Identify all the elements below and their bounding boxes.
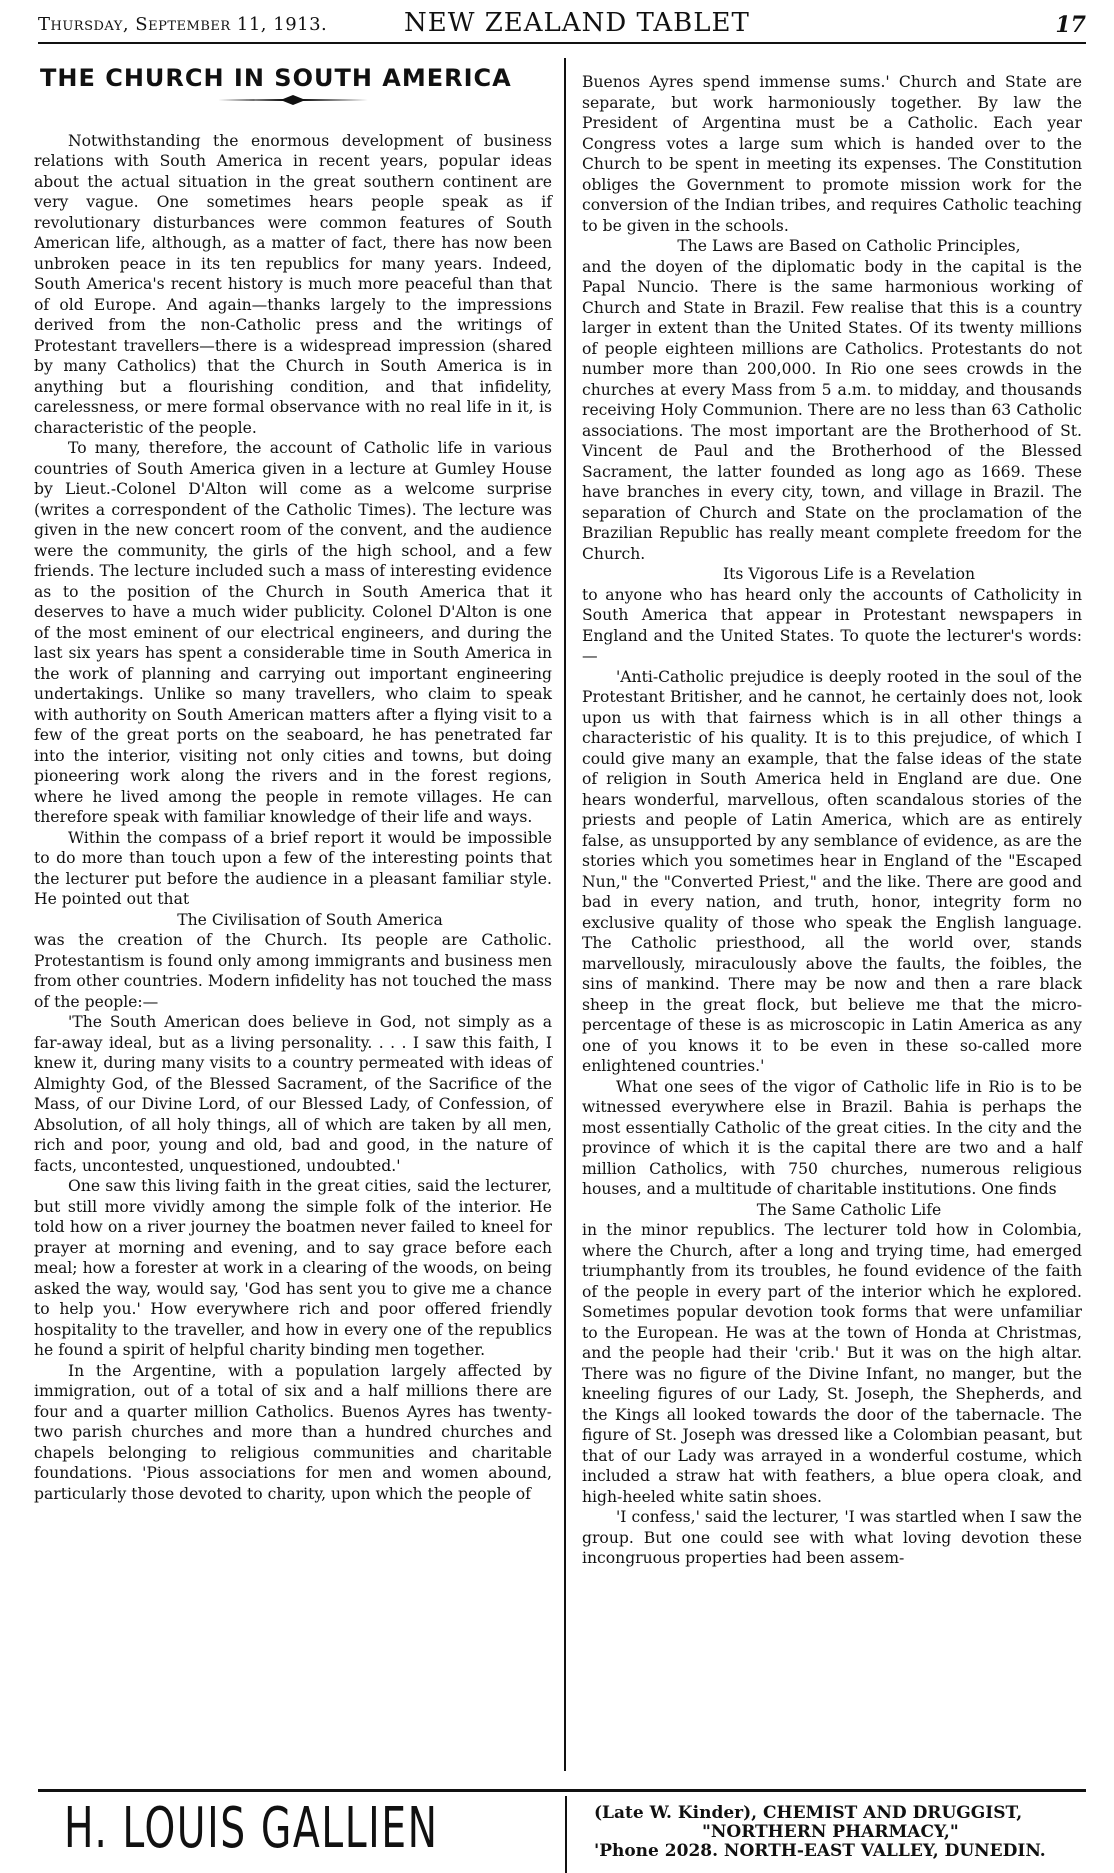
paragraph: 'Anti-Catholic prejudice is deeply rooted in the soul of the Protestant Britisher, and he cannot, he certainly does not, look upon us with that fairness which is in all other things a characteristic of his quality. It is to this prejudice, of which I could give many an example, that the false ideas of the state of religion in South America held in England are due. One hears wonderful, marvellous, often scandalous stories of the priests and people of Latin America, which are as entirely false, as unsupported by any semblance of evidence, as are the stories which you sometimes hear in England of the "Escaped Nun," the "Converted Priest," and the like. There are good and bad in every nation, and truth, honor, integrity form no exclusive quality of those who speak the English language. The Catholic priesthood, all the world over, stands marvellously, miraculously above the faults, the foibles, the sins of mankind. There may be now and then a rare black sheep in the great flock, but believe me that the micro-percentage of these is as microscopic in Latin America as any one of you knows it to be even in these so-called more enlightened countries.': [582, 667, 1082, 1075]
paragraph: 'The South American does believe in God, not simply as a far-away ideal, but as a living personality. . . . I saw this faith, I knew it, during many visits to a country permeated with ideas of Almighty God, of the Blessed Sacrament, of the Sacrifice of the Mass, of our Divine Lord, of our Blessed Lady, of Confession, of Absolution, of all holy things, all of which are taken by all men, rich and poor, young and old, bad and good, in the nature of facts, uncontested, unquestioned, undoubted.': [34, 1013, 552, 1175]
paragraph: To many, therefore, the account of Catholic life in various countries of South America given in a lecture at Gumley House by Lieut.-Colonel D'Alton will come as a welcome surprise (writes a correspondent of the Catholic Times). The lecture was given in the new concert room of the convent, and the audience were the community, the girls of the high school, and a few friends. The lecture included such a mass of interesting evidence as to the position of the Church in South America that it deserves to have a much wider publicity. Colonel D'Alton is one of the most eminent of our electrical engineers, and during the last six years has spent a considerable time in South America in the work of planning and carrying out important engineering undertakings. Unlike so many travellers, who claim to speak with authority on South American matters after a flying visit to a few of the great ports on the seaboard, he has penetrated far into the interior, visiting not only cities and towns, but doing pioneering work along the rivers and in the forest regions, where he lived among the people in remote villages. He can therefore speak with familiar knowledge of their life and ways.: [34, 439, 552, 826]
advert-line: (Late W. Kinder), CHEMIST AND DRUGGIST,: [594, 1803, 1023, 1823]
paragraph: 'I confess,' said the lecturer, 'I was startled when I saw the group. But one could see with what loving devotion these incongruous properties had been assem-: [582, 1508, 1082, 1567]
advert-line: "NORTHERN PHARMACY,": [702, 1822, 959, 1842]
paragraph: was the creation of the Church. Its people are Catholic. Protestantism is found only among immigrants and business men from other countries. Modern infidelity has not touched the mass of the people:—: [34, 931, 552, 1011]
ornament-divider-icon: [218, 93, 368, 107]
right-column: [582, 72, 1082, 1569]
publication-title: NEW ZEALAND TABLET: [404, 8, 750, 38]
article-title: THE CHURCH IN SOUTH AMERICA: [40, 64, 512, 92]
subheading: The Laws are Based on Catholic Principles,: [677, 237, 1021, 255]
page-header: [38, 6, 1086, 44]
page-number: 17: [1055, 12, 1086, 38]
paragraph: to anyone who has heard only the accounts of Catholicity in South America that appear in Protestant newspapers in England and the United States. To quote the lecturer's words:—: [582, 585, 1082, 665]
paragraph: in the minor republics. The lecturer told how in Colombia, where the Church, after a long and trying time, had emerged triumphantly from its troubles, he found evidence of the faith of the people in every part of the interior which he explored. Sometimes popular devotion took forms that were unfamiliar to the European. He was at the town of Honda at Christmas, and the people had their 'crib.' But it was on the high altar. There was no figure of the Divine Infant, no manger, but the kneeling figures of our Lady, St. Joseph, the Shepherds, and the Kings all looked towards the door of the tabernacle. The figure of St. Joseph was dressed like a Colombian peasant, but that of our Lady was arrayed in a wonderful costume, which included a straw hat with feathers, a blue opera cloak, and high-heeled white satin shoes.: [582, 1221, 1082, 1506]
subheading: The Civilisation of South America: [177, 910, 443, 929]
paragraph: Within the compass of a brief report it would be impossible to do more than touch upon a few of the interesting points that the lecturer put before the audience in a pleasant familiar style. He pointed out that: [34, 828, 552, 908]
paragraph: and the doyen of the diplomatic body in the capital is the Papal Nuncio. There is the same harmonious working of Church and State in Brazil. Few realise that this is a country larger in extent than the United States. Of its twenty millions of people eighteen millions are Catholics. Protestants do not number more than 200,000. In Rio one sees crowds in the churches at every Mass from 5 a.m. to midday, and thousands receiving Holy Communion. There are no less than 63 Catholic associations. The most important are the Brotherhood of St. Vincent de Paul and the Brotherhood of the Blessed Sacrament, the latter founded as long ago as 1669. These have branches in every city, town, and village in Brazil. The separation of Church and State on the proclamation of the Brazilian Republic has really meant complete freedom for the Church.: [582, 257, 1082, 563]
advert-separator: [38, 1789, 1086, 1792]
advert-name: H. LOUIS GALLIEN: [64, 1796, 439, 1861]
left-column: [34, 60, 552, 1504]
advert-details: [594, 1804, 1094, 1861]
advert-line: 'Phone 2028. NORTH-EAST VALLEY, DUNEDIN.: [594, 1841, 1046, 1861]
paragraph: Notwithstanding the enormous development of business relations with South America in recent years, popular ideas about the actual situation in the great southern continent are very vague. One sometimes hears people speak as if revolutionary disturbances were common features of South American life, although, as a matter of fact, there has now been unbroken peace in its ten republics for many years. Indeed, South America's recent history is much more peaceful than that of old Europe. And again—thanks largely to the impressions derived from the non-Catholic press and the writings of Protestant travellers—there is a widespread impression (shared by many Catholics) that the Church in South America is in anything but a flourishing condition, and that infidelity, carelessness, or mere formal observance with no real life in it, is characteristic of the people.: [34, 131, 552, 437]
paragraph: Buenos Ayres spend immense sums.' Church and State are separate, but work harmoniously together. By law the President of Argentina must be a Catholic. Each year Congress votes a large sum which is handed over to the Church to be spent in meeting its expenses. The Constitution obliges the Government to promote mission work for the conversion of the Indian tribes, and requires Catholic teaching to be given in the schools.: [582, 73, 1082, 235]
paragraph: In the Argentine, with a population largely affected by immigration, out of a total of six and a half millions there are four and a quarter million Catholics. Buenos Ayres has twenty-two parish churches and more than a hundred churches and chapels belonging to religious communities and charitable foundations. 'Pious associations for men and women abound, particularly those devoted to charity, upon which the people of: [34, 1361, 552, 1503]
column-divider: [564, 58, 566, 1771]
subheading: The Same Catholic Life: [756, 1200, 942, 1219]
paragraph: What one sees of the vigor of Catholic life in Rio is to be witnessed everywhere else in Brazil. Bahia is perhaps the most essentially Catholic of the great cities. In the city and the province of which it is the capital there are two and a half million Catholics, with 750 churches, numerous religious houses, and a multitude of charitable institutions. One finds: [582, 1077, 1082, 1198]
advert-divider: [565, 1796, 567, 1873]
subheading: Its Vigorous Life is a Revelation: [722, 565, 976, 583]
issue-date: Thursday, September 11, 1913.: [38, 14, 328, 35]
paragraph: One saw this living faith in the great cities, said the lecturer, but still more vividly among the simple folk of the interior. He told how on a river journey the boatmen never failed to kneel for prayer at morning and evening, and to say grace before each meal; how a forester at work in a clearing of the woods, on being asked the way, would say, 'God has sent you to give me a chance to help you.' How everywhere rich and poor offered friendly hospitality to the traveller, and how in every one of the republics he found a spirit of helpful charity binding men together.: [34, 1177, 552, 1359]
